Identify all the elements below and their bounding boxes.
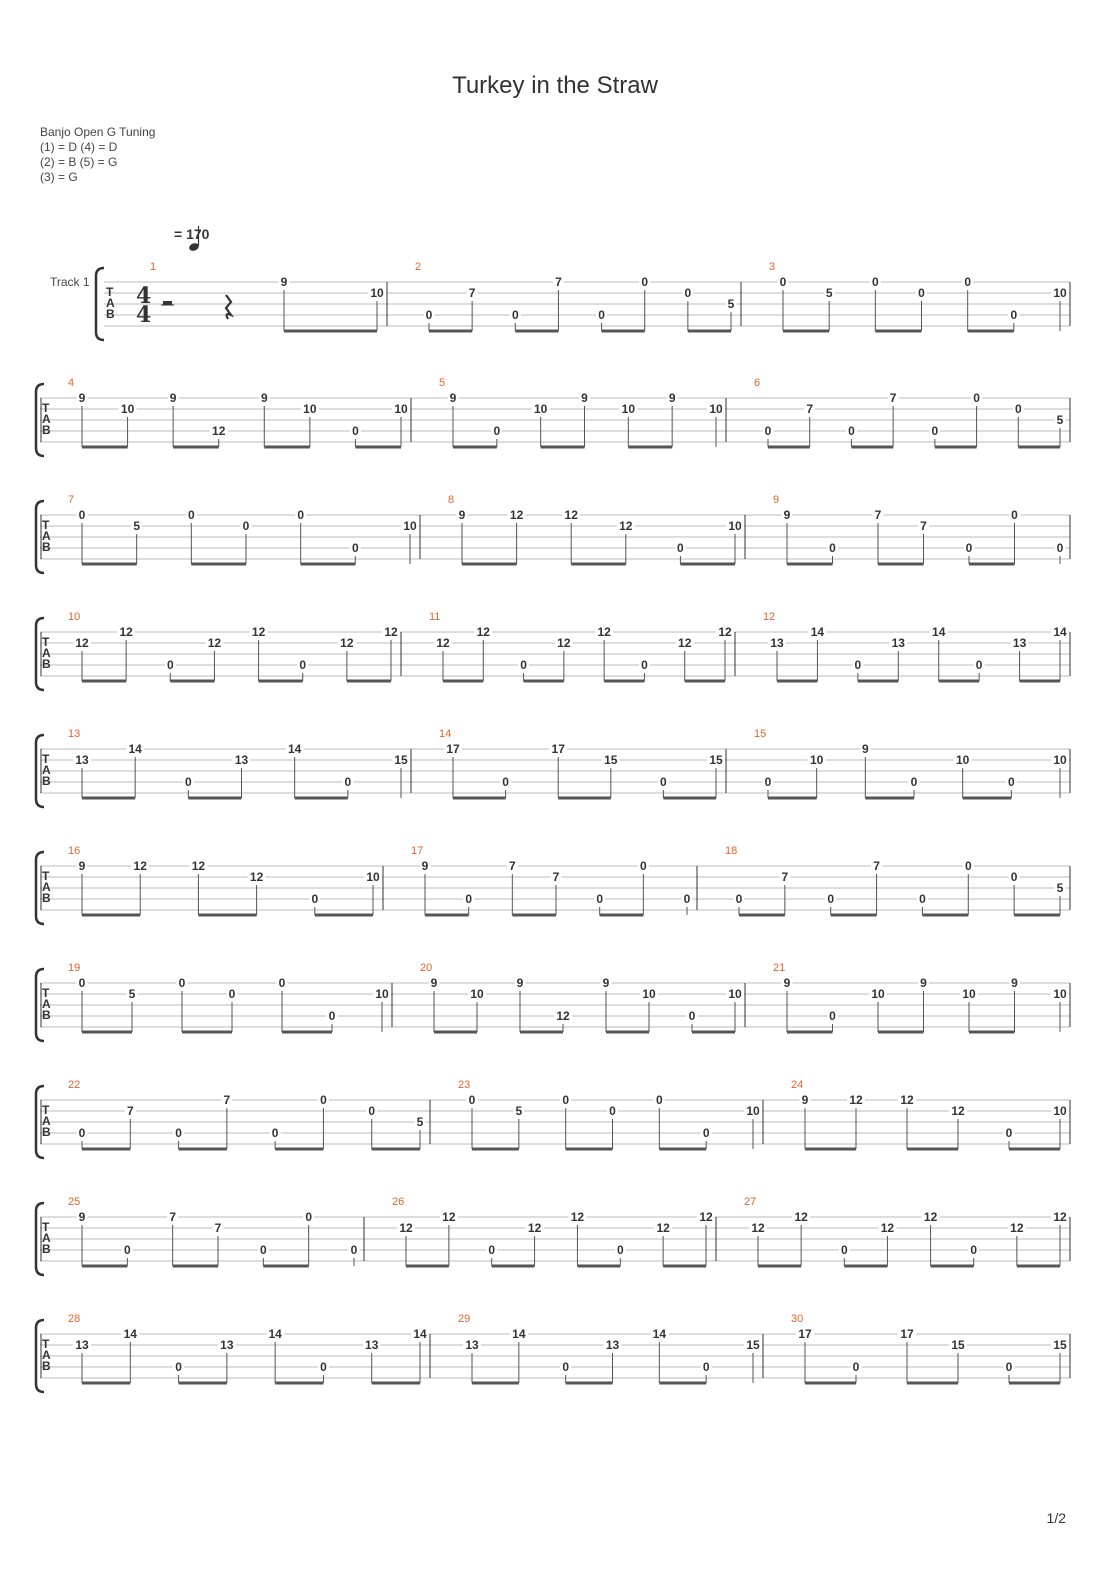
measure-number: 7 <box>68 494 75 506</box>
fret-number: 0 <box>973 391 980 405</box>
fret-number: 0 <box>596 892 604 906</box>
fret-number: 13 <box>220 1338 234 1352</box>
fret-number: 10 <box>728 987 742 1001</box>
fret-number: 10 <box>728 519 742 533</box>
fret-number: 14 <box>512 1327 526 1341</box>
fret-number: 0 <box>641 275 649 289</box>
fret-number: 0 <box>1010 308 1018 322</box>
fret-number: 12 <box>249 870 264 884</box>
page-number: 1/2 <box>1046 1510 1066 1526</box>
measure-number: 1 <box>150 261 157 273</box>
track-label: Track 1 <box>50 275 90 289</box>
fret-number: 15 <box>604 753 618 767</box>
fret-number: 10 <box>370 286 384 300</box>
time-signature-top: 4 <box>136 283 152 309</box>
tab-clef-letter: T <box>42 518 50 532</box>
fret-number: 0 <box>683 892 691 906</box>
fret-number: 0 <box>352 424 359 438</box>
measure-number: 21 <box>773 962 786 974</box>
fret-number: 0 <box>616 1243 624 1257</box>
fret-number: 12 <box>75 636 89 650</box>
fret-number: 12 <box>119 625 133 639</box>
fret-number: 0 <box>702 1360 710 1374</box>
fret-number: 12 <box>476 625 490 639</box>
fret-number: 9 <box>920 976 927 990</box>
fret-number: 12 <box>699 1210 713 1224</box>
measure-number: 25 <box>68 1196 81 1208</box>
fret-number: 0 <box>465 892 473 906</box>
fret-number: 0 <box>735 892 743 906</box>
measure-number: 5 <box>439 377 446 389</box>
fret-number: 7 <box>223 1093 231 1107</box>
tab-clef-letter: A <box>42 1231 51 1245</box>
fret-number: 9 <box>602 976 610 990</box>
fret-number: 13 <box>234 753 249 767</box>
measure-number: 26 <box>392 1196 405 1208</box>
fret-number: 0 <box>502 775 509 789</box>
fret-number: 5 <box>515 1104 523 1118</box>
fret-number: 7 <box>508 859 516 873</box>
fret-number: 12 <box>751 1221 765 1235</box>
tab-clef-letter: A <box>42 412 51 426</box>
measure-number: 29 <box>458 1313 471 1325</box>
fret-number: 9 <box>280 275 288 289</box>
fret-number: 15 <box>394 753 408 767</box>
fret-number: 15 <box>951 1338 965 1352</box>
fret-number: 10 <box>470 987 484 1001</box>
tab-system <box>36 845 1070 924</box>
fret-number: 0 <box>123 1243 131 1257</box>
song-title: Turkey in the Straw <box>452 72 658 99</box>
fret-number: 10 <box>403 519 417 533</box>
fret-number: 12 <box>442 1210 456 1224</box>
fret-number: 9 <box>801 1093 809 1107</box>
fret-number: 0 <box>609 1104 616 1118</box>
tab-clef-letter: T <box>42 752 50 766</box>
fret-number: 0 <box>242 519 250 533</box>
tab-clef-letter: A <box>42 763 51 777</box>
measure-number: 10 <box>68 611 81 623</box>
fret-number: 0 <box>919 892 926 906</box>
tab-system <box>36 611 1070 690</box>
fret-number: 10 <box>394 402 408 416</box>
fret-number: 0 <box>562 1360 570 1374</box>
fret-number: 14 <box>128 742 142 756</box>
fret-number: 7 <box>468 286 476 300</box>
fret-number: 0 <box>297 508 305 522</box>
fret-number: 14 <box>123 1327 137 1341</box>
fret-number: 17 <box>446 742 460 756</box>
measure-number: 11 <box>429 611 441 623</box>
fret-number: 0 <box>677 541 684 555</box>
fret-number: 7 <box>873 859 880 873</box>
tab-clef-letter: A <box>42 529 51 543</box>
tab-clef-letter: T <box>42 986 50 1000</box>
measure-number: 19 <box>68 962 81 974</box>
fret-number: 9 <box>78 1210 86 1224</box>
fret-number: 0 <box>562 1093 570 1107</box>
measure-number: 24 <box>791 1079 804 1091</box>
tuning-name: Banjo Open G Tuning <box>40 125 156 139</box>
tab-clef-letter: B <box>42 657 51 671</box>
fret-number: 0 <box>975 658 983 672</box>
measure-number: 30 <box>791 1313 804 1325</box>
fret-number: 12 <box>133 859 147 873</box>
fret-number: 0 <box>468 1093 476 1107</box>
fret-number: 0 <box>964 275 972 289</box>
fret-number: 12 <box>794 1210 808 1224</box>
tab-clef-letter: B <box>42 1242 51 1256</box>
fret-number: 10 <box>1053 1104 1067 1118</box>
fret-number: 7 <box>889 391 897 405</box>
fret-number: 13 <box>75 753 89 767</box>
tab-clef-letter: B <box>42 891 51 905</box>
fret-number: 0 <box>964 859 972 873</box>
fret-number: 0 <box>184 775 192 789</box>
fret-number: 0 <box>344 775 352 789</box>
measure-number: 15 <box>754 728 767 740</box>
fret-number: 12 <box>527 1221 542 1235</box>
measure-number: 27 <box>744 1196 757 1208</box>
fret-number: 0 <box>228 987 236 1001</box>
tab-clef-letter: B <box>42 774 51 788</box>
fret-number: 10 <box>809 753 824 767</box>
fret-number: 0 <box>827 892 835 906</box>
tab-clef-letter: B <box>42 1359 51 1373</box>
fret-number: 0 <box>918 286 925 300</box>
fret-number: 14 <box>652 1327 667 1341</box>
fret-number: 0 <box>299 658 307 672</box>
measure-number: 17 <box>411 845 424 857</box>
measure-number: 18 <box>725 845 738 857</box>
fret-number: 14 <box>268 1327 282 1341</box>
measure-number: 4 <box>68 377 75 389</box>
fret-number: 13 <box>891 636 905 650</box>
measure-number: 12 <box>763 611 776 623</box>
tuning-line: (3) = G <box>40 170 78 184</box>
fret-number: 7 <box>781 870 789 884</box>
fret-number: 7 <box>552 870 560 884</box>
fret-number: 12 <box>436 636 450 650</box>
fret-number: 5 <box>416 1115 424 1129</box>
tab-clef-letter: A <box>42 1348 51 1362</box>
fret-number: 7 <box>920 519 927 533</box>
fret-number: 10 <box>642 987 656 1001</box>
fret-number: 0 <box>931 424 939 438</box>
tab-clef-letter: B <box>42 1008 51 1022</box>
fret-number: 10 <box>746 1104 760 1118</box>
fret-number: 9 <box>668 391 676 405</box>
fret-number: 12 <box>1010 1221 1024 1235</box>
tab-clef-letter: T <box>106 285 114 299</box>
fret-number: 0 <box>425 308 433 322</box>
fret-number: 10 <box>375 987 389 1001</box>
tab-clef-letter: A <box>106 296 115 310</box>
fret-number: 0 <box>175 1126 182 1140</box>
tab-clef-letter: T <box>42 401 50 415</box>
fret-number: 10 <box>120 402 135 416</box>
fret-number: 5 <box>128 987 136 1001</box>
fret-number: 12 <box>557 636 571 650</box>
fret-number: 0 <box>970 1243 978 1257</box>
fret-number: 0 <box>910 775 918 789</box>
fret-number: 0 <box>655 1093 663 1107</box>
fret-number: 12 <box>340 636 354 650</box>
fret-number: 0 <box>1011 508 1018 522</box>
fret-number: 0 <box>305 1210 313 1224</box>
fret-number: 7 <box>169 1210 177 1224</box>
tab-clef-letter: T <box>42 1220 50 1234</box>
fret-number: 12 <box>1053 1210 1067 1224</box>
fret-number: 0 <box>1005 1126 1013 1140</box>
fret-number: 10 <box>1053 753 1067 767</box>
measure-number: 8 <box>448 494 455 506</box>
fret-number: 9 <box>783 508 791 522</box>
fret-number: 10 <box>303 402 317 416</box>
fret-number: 0 <box>78 1126 86 1140</box>
tab-clef-letter: T <box>42 869 50 883</box>
system-bracket <box>96 268 104 340</box>
measure-number: 3 <box>769 261 776 273</box>
fret-number: 14 <box>1053 625 1067 639</box>
fret-number: 12 <box>718 625 732 639</box>
fret-number: 0 <box>641 658 648 672</box>
tab-clef-letter: A <box>42 646 51 660</box>
fret-number: 15 <box>709 753 723 767</box>
fret-number: 9 <box>581 391 588 405</box>
fret-number: 12 <box>923 1210 938 1224</box>
measure-number: 9 <box>773 494 780 506</box>
fret-number: 13 <box>1012 636 1027 650</box>
fret-number: 0 <box>278 976 286 990</box>
fret-number: 0 <box>175 1360 182 1374</box>
fret-number: 0 <box>965 541 973 555</box>
fret-number: 0 <box>840 1243 848 1257</box>
fret-number: 0 <box>829 541 836 555</box>
tempo-label: = 170 <box>174 226 210 242</box>
fret-number: 0 <box>187 508 195 522</box>
fret-number: 0 <box>351 541 359 555</box>
fret-number: 9 <box>861 742 869 756</box>
fret-number: 14 <box>413 1327 427 1341</box>
tab-clef-letter: B <box>106 307 115 321</box>
fret-number: 9 <box>783 976 791 990</box>
fret-number: 12 <box>509 508 524 522</box>
fret-number: 7 <box>555 275 562 289</box>
fret-number: 12 <box>849 1093 863 1107</box>
fret-number: 0 <box>368 1104 376 1118</box>
tab-system <box>36 728 1070 807</box>
tuning-line: (1) = D (4) = D <box>40 140 118 154</box>
tab-clef-letter: B <box>42 540 51 554</box>
fret-number: 0 <box>78 508 86 522</box>
fret-number: 12 <box>951 1104 965 1118</box>
fret-number: 9 <box>260 391 268 405</box>
fret-number: 0 <box>178 976 186 990</box>
fret-number: 0 <box>328 1009 336 1023</box>
fret-number: 0 <box>320 1360 327 1374</box>
fret-number: 0 <box>493 424 501 438</box>
half-rest-icon <box>163 301 172 305</box>
fret-number: 12 <box>207 636 222 650</box>
fret-number: 12 <box>570 1210 585 1224</box>
tab-system <box>36 377 1070 456</box>
fret-number: 0 <box>520 658 527 672</box>
fret-number: 10 <box>962 987 976 1001</box>
measure-number: 14 <box>439 728 452 740</box>
fret-number: 12 <box>564 508 578 522</box>
tab-clef-letter: A <box>42 997 51 1011</box>
fret-number: 0 <box>829 1009 836 1023</box>
fret-number: 13 <box>770 636 784 650</box>
fret-number: 12 <box>619 519 633 533</box>
fret-number: 15 <box>1053 1338 1067 1352</box>
tab-clef-letter: T <box>42 635 50 649</box>
fret-number: 12 <box>191 859 206 873</box>
fret-number: 15 <box>746 1338 760 1352</box>
fret-number: 0 <box>350 1243 358 1257</box>
fret-number: 7 <box>126 1104 134 1118</box>
fret-number: 13 <box>465 1338 479 1352</box>
fret-number: 0 <box>779 275 787 289</box>
tab-system <box>50 261 1070 340</box>
fret-number: 0 <box>259 1243 267 1257</box>
fret-number: 9 <box>78 391 86 405</box>
fret-number: 5 <box>1056 413 1064 427</box>
fret-number: 14 <box>932 625 946 639</box>
tab-system <box>36 962 1070 1041</box>
measure-number: 22 <box>68 1079 81 1091</box>
fret-number: 0 <box>320 1093 327 1107</box>
measure-number: 2 <box>415 261 422 273</box>
fret-number: 0 <box>702 1126 710 1140</box>
fret-number: 9 <box>449 391 457 405</box>
fret-number: 0 <box>488 1243 496 1257</box>
fret-number: 12 <box>656 1221 670 1235</box>
fret-number: 0 <box>271 1126 279 1140</box>
fret-number: 0 <box>848 424 855 438</box>
fret-number: 0 <box>1014 402 1022 416</box>
fret-number: 9 <box>421 859 429 873</box>
fret-number: 7 <box>874 508 882 522</box>
fret-number: 0 <box>764 424 772 438</box>
fret-number: 9 <box>516 976 524 990</box>
fret-number: 12 <box>399 1221 413 1235</box>
fret-number: 9 <box>169 391 177 405</box>
fret-number: 12 <box>900 1093 914 1107</box>
tab-clef-letter: B <box>42 1125 51 1139</box>
tab-clef-letter: T <box>42 1337 50 1351</box>
fret-number: 17 <box>900 1327 914 1341</box>
fret-number: 12 <box>251 625 266 639</box>
time-signature-bottom: 4 <box>136 302 152 328</box>
fret-number: 10 <box>621 402 636 416</box>
fret-number: 13 <box>365 1338 379 1352</box>
fret-number: 10 <box>871 987 885 1001</box>
tab-system <box>36 1196 1070 1275</box>
fret-number: 13 <box>75 1338 89 1352</box>
fret-number: 0 <box>598 308 605 322</box>
fret-number: 17 <box>798 1327 812 1341</box>
fret-number: 0 <box>639 859 647 873</box>
fret-number: 12 <box>880 1221 895 1235</box>
fret-number: 0 <box>660 775 667 789</box>
fret-number: 10 <box>1053 286 1067 300</box>
fret-number: 0 <box>1007 775 1015 789</box>
fret-number: 0 <box>1010 870 1018 884</box>
fret-number: 10 <box>955 753 970 767</box>
tab-clef-letter: A <box>42 1114 51 1128</box>
fret-number: 0 <box>852 1360 860 1374</box>
measure-number: 20 <box>420 962 433 974</box>
fret-number: 0 <box>871 275 879 289</box>
fret-number: 9 <box>430 976 438 990</box>
fret-number: 9 <box>458 508 466 522</box>
fret-number: 10 <box>366 870 380 884</box>
fret-number: 0 <box>684 286 692 300</box>
fret-number: 5 <box>825 286 833 300</box>
tab-system <box>36 1079 1070 1158</box>
fret-number: 7 <box>214 1221 222 1235</box>
fret-number: 12 <box>556 1009 570 1023</box>
fret-number: 0 <box>166 658 174 672</box>
fret-number: 10 <box>1053 987 1067 1001</box>
fret-number: 9 <box>1011 976 1018 990</box>
measure-number: 23 <box>458 1079 471 1091</box>
measure-number: 16 <box>68 845 81 857</box>
fret-number: 0 <box>311 892 319 906</box>
fret-number: 0 <box>764 775 772 789</box>
fret-number: 14 <box>810 625 825 639</box>
fret-number: 13 <box>605 1338 620 1352</box>
fret-number: 17 <box>551 742 565 756</box>
fret-number: 5 <box>727 297 735 311</box>
fret-number: 7 <box>806 402 814 416</box>
tab-system <box>36 494 1070 573</box>
fret-number: 14 <box>287 742 302 756</box>
measure-number: 28 <box>68 1313 81 1325</box>
fret-number: 5 <box>133 519 141 533</box>
fret-number: 9 <box>78 859 86 873</box>
fret-number: 0 <box>1056 541 1064 555</box>
fret-number: 12 <box>597 625 611 639</box>
tab-clef-letter: T <box>42 1103 50 1117</box>
measure-number: 13 <box>68 728 81 740</box>
fret-number: 0 <box>78 976 86 990</box>
fret-number: 5 <box>1056 881 1064 895</box>
fret-number: 12 <box>212 424 226 438</box>
fret-number: 10 <box>709 402 723 416</box>
tab-system <box>36 1313 1070 1392</box>
fret-number: 0 <box>511 308 519 322</box>
tab-clef-letter: A <box>42 880 51 894</box>
fret-number: 0 <box>1005 1360 1013 1374</box>
tuning-line: (2) = B (5) = G <box>40 155 118 169</box>
tab-clef-letter: B <box>42 423 51 437</box>
fret-number: 10 <box>533 402 548 416</box>
fret-number: 0 <box>854 658 862 672</box>
fret-number: 12 <box>384 625 398 639</box>
measure-number: 6 <box>754 377 761 389</box>
fret-number: 0 <box>688 1009 696 1023</box>
fret-number: 12 <box>678 636 692 650</box>
